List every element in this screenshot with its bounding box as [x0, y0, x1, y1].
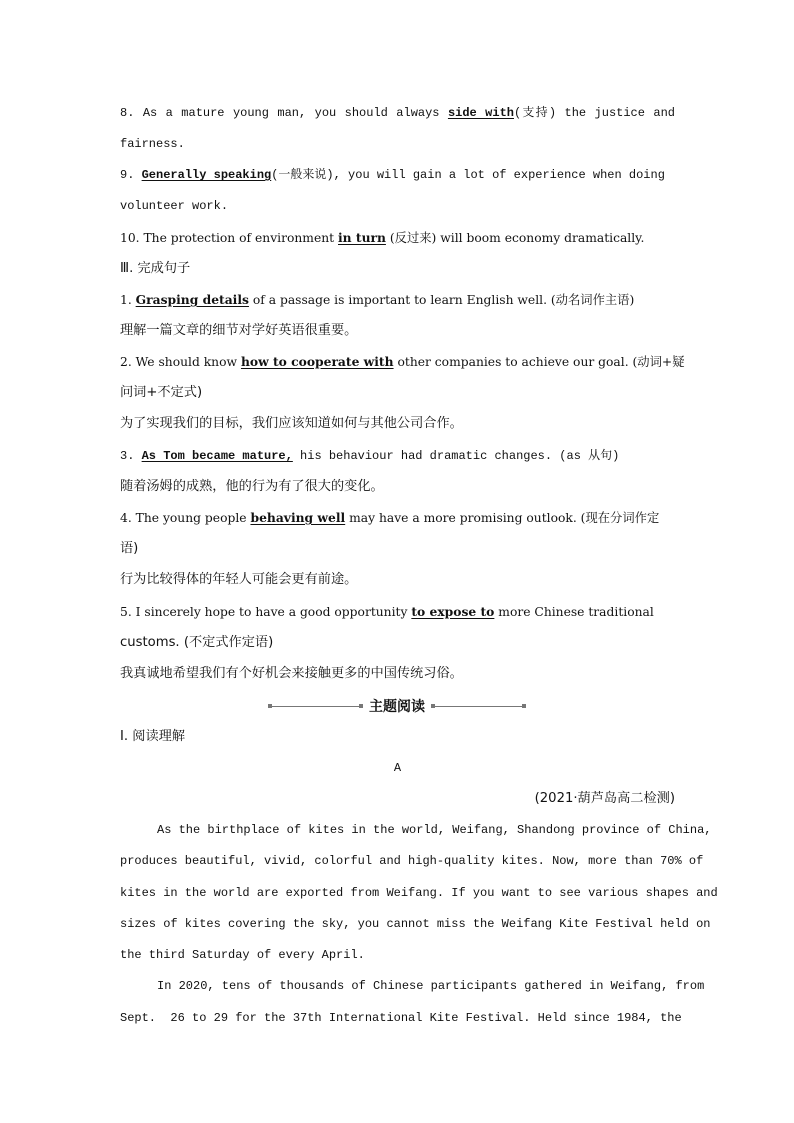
sentence-item-4: 4. The young people behaving well may have a more promising outlook. (现在分词作定: [120, 510, 660, 525]
sentence-item-5: 5. I sincerely hope to have a good opportunity to expose to more Chinese traditional: [120, 604, 654, 619]
exercise-item-10: 10. The protection of environment in turn (反过来) will boom economy dramatically.: [120, 230, 645, 245]
sentence-translation-3: 随着汤姆的成熟，他的行为有了很大的变化。: [120, 479, 384, 494]
answer-blank: in turn: [338, 230, 386, 245]
sentence-item-2: 2. We should know how to cooperate with other companies to achieve our goal. (动词+疑: [120, 354, 685, 369]
sentence-translation-2: 为了实现我们的目标，我们应该知道如何与其他公司合作。: [120, 416, 463, 431]
paragraph-line: sizes of kites covering the sky, you cannot miss the Weifang Kite Festival held on: [120, 917, 711, 931]
answer-blank: to expose to: [411, 604, 495, 619]
divider: [268, 706, 363, 707]
sentence-translation-1: 理解一篇文章的细节对学好英语很重要。: [120, 323, 358, 338]
sentence-item-4-line2: 语): [120, 541, 139, 556]
exercise-item-9: 9. Generally speaking(一般来说), you will gain a lot of experience when doing: [120, 168, 665, 182]
exercise-item-8-line2: fairness.: [120, 137, 185, 151]
exercise-item-8: 8. As a mature young man, you should always side with(支持) the justice and: [120, 106, 675, 120]
sentence-item-1: 1. Grasping details of a passage is important to learn English well. (动名词作主语): [120, 292, 635, 307]
passage-source: (2021·葫芦岛高二检测): [534, 791, 675, 806]
passage-label: A: [393, 761, 402, 775]
sentence-translation-4: 行为比较得体的年轻人可能会更有前途。: [120, 572, 358, 587]
paragraph-line: As the birthplace of kites in the world, Weifang, Shandong province of China,: [157, 823, 712, 837]
section-heading: Ⅲ. 完成句子: [120, 261, 191, 276]
paragraph-line: kites in the world are exported from Weifang. If you want to see various shapes and: [120, 886, 718, 900]
divider: [431, 706, 526, 707]
sentence-item-3: 3. As Tom became mature, his behaviour had dramatic changes. (as 从句): [120, 449, 620, 463]
answer-blank: how to cooperate with: [240, 354, 394, 369]
answer-blank: Generally speaking: [141, 168, 272, 182]
paragraph-line: the third Saturday of every April.: [120, 948, 365, 962]
answer-blank: behaving well: [250, 510, 346, 525]
paragraph-line: Sept. 26 to 29 for the 37th International Kite Festival. Held since 1984, the: [120, 1011, 682, 1025]
answer-blank: side with: [447, 106, 514, 120]
theme-reading-title: 主题阅读: [268, 697, 526, 715]
sentence-item-5-line2: customs. (不定式作定语): [120, 635, 274, 650]
answer-blank: Grasping details: [135, 292, 249, 307]
paragraph-line: produces beautiful, vivid, colorful and high-quality kites. Now, more than 70% of: [120, 854, 704, 868]
sentence-item-2-line2: 问词+不定式): [120, 385, 203, 400]
paragraph-line: In 2020, tens of thousands of Chinese participants gathered in Weifang, from: [157, 979, 705, 993]
part-heading: Ⅰ. 阅读理解: [120, 729, 186, 744]
exercise-item-9-line2: volunteer work.: [120, 199, 229, 213]
sentence-translation-5: 我真诚地希望我们有个好机会来接触更多的中国传统习俗。: [120, 666, 463, 681]
answer-blank: As Tom became mature,: [141, 449, 293, 463]
